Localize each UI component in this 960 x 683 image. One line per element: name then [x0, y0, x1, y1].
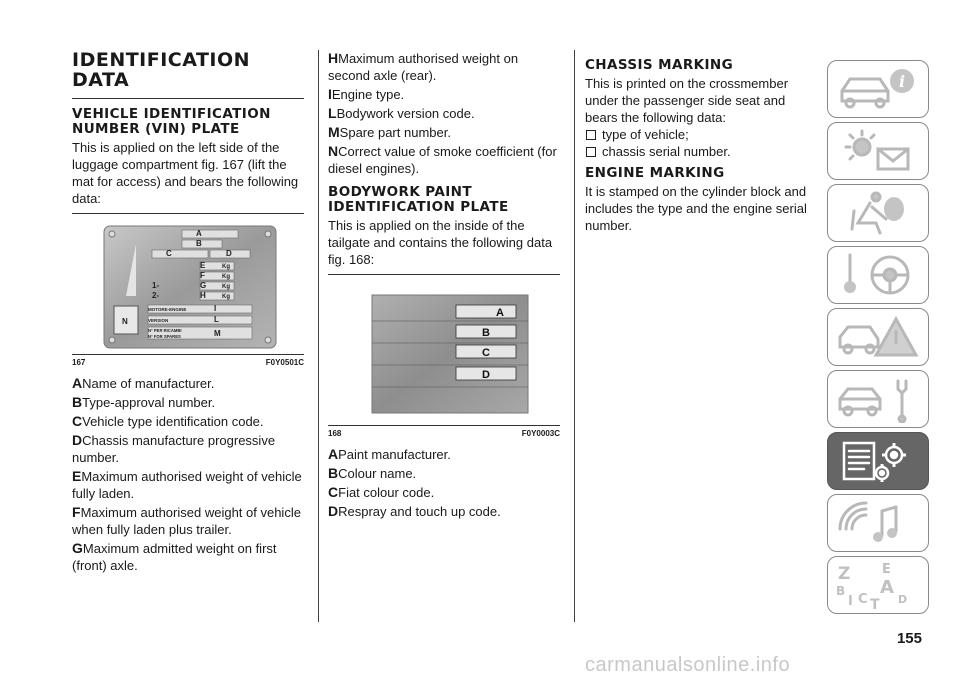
plate-label-b: B — [196, 239, 202, 248]
plate-label-a: A — [196, 229, 202, 238]
list-item: APaint manufacturer. — [328, 446, 451, 462]
index-letter-a: A — [880, 577, 894, 598]
column-divider — [574, 50, 575, 622]
column-divider — [318, 50, 319, 622]
plate-kg-f: Kg — [222, 274, 230, 280]
plate-kg-g: Kg — [222, 284, 230, 290]
list-item: DChassis manufacture progressive number. — [72, 432, 276, 465]
key-steering-wheel-icon — [836, 251, 922, 299]
vin-plate-heading: VEHICLE IDENTIFICATION NUMBER (VIN) PLATE — [72, 106, 271, 137]
sidebar-tab-servicing[interactable] — [827, 370, 929, 428]
list-item: MSpare part number. — [328, 124, 451, 140]
index-letter-d: D — [898, 593, 908, 606]
paint-plate-intro: This is applied on the inside of the tailgate and contains the following data fig. 168: — [328, 218, 553, 267]
sidebar-tab-car-info[interactable] — [827, 60, 929, 118]
paint-label-a: A — [496, 307, 504, 319]
plate-motore-engine: MOTORE-ENGINE — [148, 307, 187, 312]
chassis-marking-heading: CHASSIS MARKING — [585, 57, 734, 73]
sidebar-tab-safety[interactable] — [827, 184, 929, 242]
checkbox-bullet-icon — [586, 130, 596, 140]
paint-label-b: B — [482, 327, 490, 339]
paint-label-c: C — [482, 347, 490, 359]
chassis-marking-intro: This is printed on the crossmember under the passenger side seat and bears the following data: — [585, 76, 789, 125]
engine-marking-heading: ENGINE MARKING — [585, 165, 725, 181]
alphabet-index-icon — [836, 561, 922, 609]
sidebar-tab-multimedia[interactable] — [827, 494, 929, 552]
figure-code: F0Y0501C — [265, 358, 304, 367]
list-item: LBodywork version code. — [328, 105, 475, 121]
list-item: BType-approval number. — [72, 394, 216, 410]
figure-caption-168 — [328, 425, 560, 438]
figure-number: 167 — [72, 358, 86, 367]
plate-version: VERSION — [148, 318, 169, 323]
index-letter-t: T — [870, 597, 880, 609]
paint-plate-figure — [328, 275, 560, 425]
index-letter-z: Z — [838, 564, 851, 584]
plate-row-1: 1- — [152, 281, 160, 290]
list-item: FMaximum authorised weight of vehicle when fully laden plus trailer. — [72, 504, 301, 537]
plate-kg-e: Kg — [222, 264, 230, 270]
figure-code: F0Y0003C — [521, 429, 560, 438]
list-item: chassis serial number. — [585, 143, 815, 160]
vin-plate-figure — [72, 214, 304, 354]
plate-label-n: N — [122, 317, 128, 326]
page-number: 155 — [896, 630, 922, 647]
sidebar-tab-lights-messages[interactable] — [827, 122, 929, 180]
plate-label-i: I — [214, 304, 217, 313]
list-item: NCorrect value of smoke coefficient (for diesel engines). — [328, 143, 557, 176]
checkbox-bullet-icon — [586, 147, 596, 157]
column-markings — [585, 50, 815, 234]
sidebar-tab-technical-data[interactable] — [827, 432, 929, 490]
page-title: IDENTIFICATION DATA — [72, 49, 251, 91]
plate-label-c: C — [166, 249, 172, 258]
list-item: BColour name. — [328, 465, 417, 481]
plate-label-l: L — [214, 315, 219, 324]
list-gears-icon — [836, 437, 922, 485]
list-item: IEngine type. — [328, 86, 405, 102]
plate-label-m: M — [214, 329, 221, 338]
airbag-seat-icon — [836, 189, 922, 237]
list-item: type of vehicle; — [585, 126, 815, 143]
plate-label-e: E — [200, 261, 206, 270]
sidebar-tab-index[interactable] — [827, 556, 929, 614]
plate-row-2: 2- — [152, 291, 160, 300]
vin-plate-intro: This is applied on the left side of the luggage compartment fig. 167 (lift the mat for access) and bears the following data: — [72, 140, 299, 206]
figure-number: 168 — [328, 429, 342, 438]
index-letter-c: C — [858, 592, 868, 607]
paint-plate-heading: BODYWORK PAINT IDENTIFICATION PLATE — [328, 184, 509, 215]
list-item: EMaximum authorised weight of vehicle fully laden. — [72, 468, 302, 501]
car-crash-warning-icon — [836, 313, 922, 361]
plate-label-f: F — [200, 271, 205, 280]
list-item: GMaximum admitted weight on first (front) axle. — [72, 540, 277, 573]
figure-caption-167 — [72, 354, 304, 367]
svg-text:i: i — [898, 72, 906, 91]
index-letter-i: I — [848, 594, 853, 609]
list-item: CVehicle type identification code. — [72, 413, 264, 429]
column-identification-data — [72, 50, 304, 576]
list-item: DRespray and touch up code. — [328, 503, 501, 519]
list-item: HMaximum authorised weight on second axle (rear). — [328, 50, 519, 83]
plate-kg-h: Kg — [222, 294, 230, 300]
title-rule — [72, 98, 304, 99]
index-letter-e: E — [882, 562, 891, 577]
plate-spares: N° FOR SPARES — [148, 334, 181, 339]
car-wrench-icon — [836, 375, 922, 423]
sun-envelope-icon — [836, 127, 922, 175]
list-item: AName of manufacturer. — [72, 375, 215, 391]
index-letter-b: B — [836, 584, 846, 598]
sidebar-tab-emergency[interactable] — [827, 308, 929, 366]
music-signal-icon — [836, 499, 922, 547]
list-item: CFiat colour code. — [328, 484, 435, 500]
car-info-icon — [836, 65, 922, 113]
paint-label-d: D — [482, 369, 490, 381]
plate-label-d: D — [226, 249, 232, 258]
plate-ricambi: N° PER RICAMBI — [148, 328, 182, 333]
plate-label-h: H — [200, 291, 206, 300]
plate-label-g: G — [200, 281, 207, 290]
column-paint-plate — [328, 50, 560, 522]
sidebar-tab-starting-driving[interactable] — [827, 246, 929, 304]
engine-marking-text: It is stamped on the cylinder block and includes the type and the engine serial number. — [585, 184, 807, 233]
watermark: carmanualsonline.info — [585, 654, 791, 676]
